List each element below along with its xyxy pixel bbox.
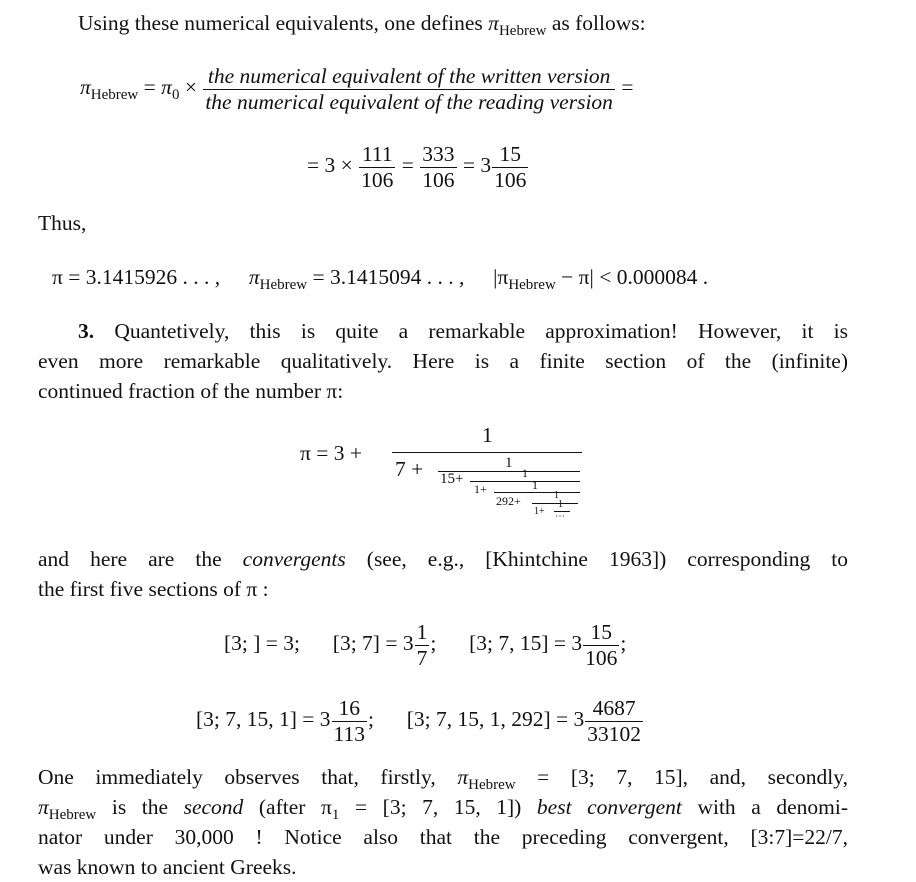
cf-one-plus-2: 1+ (534, 506, 545, 517)
para4-line2: the first five sections of π : (38, 577, 269, 601)
closing-line2: $\pi_{Hebrew}$ is the second (after $\pi_1 = [3$; 7, 15, 1]) best convergent with a denomi- (38, 795, 849, 823)
values-line: π = 3.1415926 . . . , $\pi_{Hebrew} = 3.1415094$ . . . , $|\pi_{Hebrew} - \pi| < 0.000084$ . (52, 265, 709, 293)
fraction-15-106: $\frac{15}{106}$ (494, 142, 527, 192)
para3-line1: 3. Quantetively, this is quite a remarkable approximation! However, it is (78, 319, 848, 343)
cf-bar-4 (494, 492, 580, 493)
para3-line3: continued fraction of the number π: (38, 379, 344, 403)
cf-seven: 7 + (395, 457, 424, 481)
fraction-15-106-b: $\frac{15}{106}$ (585, 620, 618, 670)
definition-fraction: $\frac{\text{the numerical equivalent of the written version}}{\text{the numerical equivalent of the reading version}}$ (205, 64, 613, 114)
para3-line2: even more remarkable qualitatively. Here is a finite section of the (infinite) (38, 349, 848, 373)
cf-one-plus: 1+ (474, 482, 487, 496)
cf-one-5: 1 (554, 490, 559, 501)
cf-top-one: 1 (482, 423, 493, 447)
cf-one-6: 1 (558, 499, 563, 510)
cf-bar-5 (532, 503, 578, 504)
cf-lhs: π = 3 + (300, 441, 362, 465)
cf-292: 292+ (496, 494, 521, 508)
closing-line4: was known to ancient Greeks. (38, 855, 297, 879)
closing-line1: One immediately observes that, firstly, $\pi_{Hebrew} = [3$; 7, 15], and, secondly, (38, 765, 849, 793)
convergents-row-2: [3; 7, 15, 1] = 3 $\frac{16}{113}$ ; [3; 7, 15, 1, 292] = 3 $\frac{4687}{33102}$ (196, 696, 642, 746)
cf-dots: ⋯ (555, 511, 565, 522)
cf-one-4: 1 (532, 478, 538, 492)
convergents-row-1: [3; ] = 3; [3; 7] = 3 $\frac{1}{7}$ ; [3; 7, 15] = 3 $\frac{15}{106}$ ; (224, 620, 627, 670)
intro-line: Using these numerical equivalents, one defines $\pi_{Hebrew}$ as follows: (78, 11, 646, 39)
definition-equation: $\pi_{Hebrew} = \pi_0$ × $\frac{\text{the numerical equivalent of the written version}}{\text{the numerical equivalent of the reading version}}$ = (80, 64, 634, 114)
thus-text: Thus, (38, 211, 87, 235)
fraction-4687-33102: $\frac{4687}{33102}$ (587, 696, 642, 746)
fraction-111-106: $\frac{111}{106}$ (361, 142, 394, 192)
cf-one-3: 1 (522, 466, 528, 480)
cf-fifteen: 15+ (440, 471, 464, 487)
cf-one-2: 1 (505, 455, 513, 471)
fraction-333-106: $\frac{333}{106}$ (422, 142, 455, 192)
fraction-16-113: $\frac{16}{113}$ (333, 696, 365, 746)
closing-line3: nator under 30,000 ! Notice also that the preceding convergent, [3:7]=22/7, (38, 825, 848, 849)
cf-bar-1 (392, 452, 582, 453)
calc-equation: = 3 × $\frac{111}{106}$ = $\frac{333}{106}$ = 3 $\frac{15}{106}$ (307, 142, 527, 192)
fraction-1-7: $\frac{1}{7}$ (416, 620, 428, 670)
continued-fraction (300, 418, 590, 528)
para4-line1: and here are the convergents (see, e.g., [Khintchine 1963]) corresponding to (38, 547, 849, 571)
